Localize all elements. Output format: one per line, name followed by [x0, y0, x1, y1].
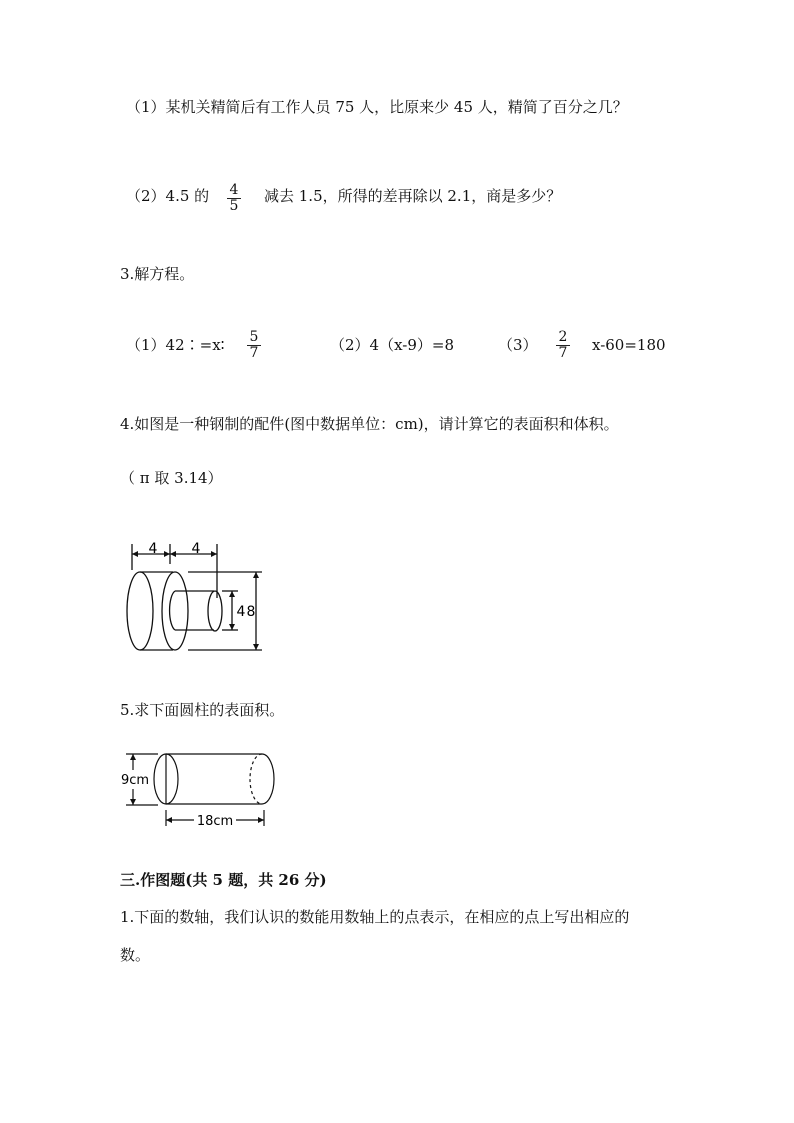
arrow-head [164, 551, 170, 557]
q2-sub1-text: （1）某机关精简后有工作人员 75 人，比原来少 45 人，精简了百分之几？ [126, 98, 628, 116]
q3-eq2: （2）4（x-9）=8 [330, 336, 455, 354]
arrow-head [253, 644, 259, 650]
arrow-head [253, 572, 259, 578]
q4-note: （ π 取 3.14） [120, 469, 223, 487]
arrow-head [211, 551, 217, 557]
dim-label-top-left: 4 [148, 541, 158, 557]
arrow-head [166, 817, 172, 823]
arrow-head [132, 551, 138, 557]
q4-title: 4.如图是一种钢制的配件(图中数据单位：cm)，请计算它的表面积和体积。 [120, 415, 619, 433]
fraction-denominator: 5 [229, 198, 239, 214]
dim-label-length: 18cm [196, 814, 234, 828]
large-cylinder-right-face [162, 572, 188, 650]
fraction-numerator: 5 [247, 330, 261, 346]
arrow-head [170, 551, 176, 557]
large-cylinder-left-face [127, 572, 153, 650]
arrow-head [130, 799, 136, 805]
q2-sub2-prefix: （2）4.5 的 [126, 187, 210, 205]
cylinder-diagram [118, 748, 283, 828]
q3-eq1-prefix: （1）42∶=x∶ [126, 336, 225, 354]
q5-title: 5.求下面圆柱的表面积。 [120, 701, 285, 719]
dim-label-top-right: 4 [191, 541, 201, 557]
steel-part-diagram [118, 540, 268, 655]
fraction-denominator: 7 [249, 345, 259, 361]
section3-q1-line2: 数。 [120, 946, 151, 964]
arrow-head [229, 624, 235, 630]
fraction-denominator: 7 [558, 345, 568, 361]
dim-label-outer: 8 [246, 604, 256, 620]
section3-q1-line1: 1.下面的数轴，我们认识的数能用数轴上的点表示，在相应的点上写出相应的 [120, 908, 630, 926]
section3-heading: 三.作图题(共 5 题，共 26 分) [120, 871, 327, 889]
q3-eq1-fraction [247, 330, 261, 361]
q3-eq3-fraction [556, 330, 570, 361]
arrow-head [229, 591, 235, 597]
q2-sub2-suffix: 减去 1.5，所得的差再除以 2.1，商是多少？ [264, 187, 562, 205]
small-cylinder-end-face [208, 591, 222, 631]
arrow-head [258, 817, 264, 823]
q3-eq3-prefix: （3） [498, 336, 538, 354]
dim-label-height: 9cm [121, 773, 150, 788]
cylinder-hidden-arc [250, 754, 262, 804]
arrow-head [130, 754, 136, 760]
cylinder-right-arc [262, 754, 274, 804]
dim-label-inner: 4 [236, 604, 246, 620]
small-cylinder-base-arc [170, 591, 175, 630]
q2-sub2-fraction [227, 183, 241, 214]
q3-eq3-suffix: x-60=180 [592, 336, 666, 354]
q3-title: 3.解方程。 [120, 265, 195, 283]
fraction-numerator: 4 [227, 183, 241, 199]
fraction-numerator: 2 [556, 330, 570, 346]
